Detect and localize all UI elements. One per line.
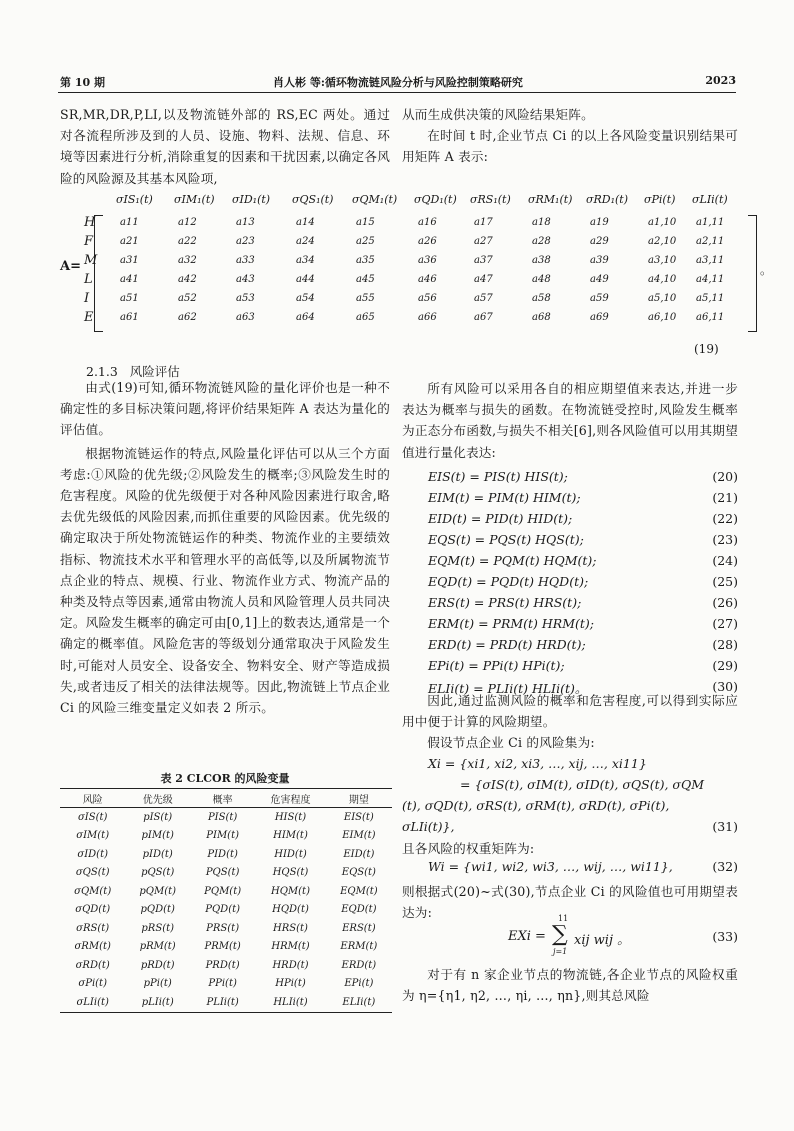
matrix-col-header: σRS₁(t) xyxy=(470,193,511,206)
right-intro-line: 从而生成供决策的风险结果矩阵。 xyxy=(402,107,594,122)
matrix-cell: a19 xyxy=(590,217,609,228)
table-row xyxy=(60,827,392,846)
matrix-cell: a56 xyxy=(418,293,437,304)
equation-expr: EQM(t) = PQM(t) HQM(t); xyxy=(428,553,597,568)
table-cell: pIM(t) xyxy=(141,830,174,842)
table-cell: ELIi(t) xyxy=(326,993,392,1012)
table-cell: pPi(t) xyxy=(143,978,172,990)
table-cell: PRD(t) xyxy=(205,959,240,971)
equation-expr: EIS(t) = PIS(t) HIS(t); xyxy=(428,469,568,484)
table-cell: EIS(t) xyxy=(343,811,374,823)
matrix-col-header: σQM₁(t) xyxy=(352,193,398,206)
table-cell: σIS(t) xyxy=(77,811,108,823)
table-cell: ERS(t) xyxy=(342,922,376,934)
issue-label: 第 10 期 xyxy=(60,76,105,89)
right-para-3: 假设节点企业 Ci 的风险集为: xyxy=(427,735,595,751)
matrix-left-bracket xyxy=(94,215,103,332)
equation-expr: EID(t) = PID(t) HID(t); xyxy=(428,511,573,526)
table-cell: pID(t) xyxy=(142,848,173,860)
matrix-cell: a22 xyxy=(178,236,197,247)
equation-number: (28) xyxy=(712,637,738,652)
table-header-row xyxy=(60,789,392,808)
table-header-cell: 概率 xyxy=(190,789,255,808)
matrix-cell: a52 xyxy=(178,293,197,304)
equation-number: (22) xyxy=(712,511,738,526)
matrix-cell: a69 xyxy=(590,312,609,323)
table-cell: σRS(t) xyxy=(76,922,110,934)
table-cell: HRD(t) xyxy=(272,959,309,971)
right-intro-para: 在时间 t 时,企业节点 Ci 的以上各风险变量识别结果可用矩阵 A 表示: xyxy=(402,128,738,165)
equation-number: (21) xyxy=(712,490,738,505)
matrix-cell: a42 xyxy=(178,274,197,285)
matrix-row-label: I xyxy=(84,291,90,306)
matrix-cell: a32 xyxy=(178,255,197,266)
right-para-1-block xyxy=(402,378,738,463)
table-cell: HQD(t) xyxy=(272,904,309,916)
risk-variable-table xyxy=(60,788,392,1013)
matrix-cell: a29 xyxy=(590,236,609,247)
table-cell: pIS(t) xyxy=(143,811,173,823)
matrix-cell: a58 xyxy=(532,293,551,304)
table-caption: 表 2 CLCOR 的风险变量 xyxy=(160,772,290,785)
equation-expr: EQD(t) = PQD(t) HQD(t); xyxy=(428,574,589,589)
table-cell: σIM(t) xyxy=(76,830,110,842)
matrix-col-header: σRM₁(t) xyxy=(528,193,573,206)
matrix-col-header: σPi(t) xyxy=(644,193,676,206)
right-para-1: 所有风险可以采用各自的相应期望值来表达,并进一步表达为概率与损失的函数。在物流链受控时,风险发生概率为正态分布函数,与损失不相关[6],则各风险值可以用其期望值进行量化表达: xyxy=(402,381,738,460)
risk-matrix xyxy=(60,193,773,355)
eq31-line2: = {σIS(t), σIM(t), σID(t), σQS(t), σQM xyxy=(460,777,705,792)
equation-number: (26) xyxy=(712,595,738,610)
matrix-cell: a27 xyxy=(474,236,493,247)
matrix-cell: a46 xyxy=(418,274,437,285)
matrix-cell: a31 xyxy=(120,255,139,266)
table-row xyxy=(60,956,392,975)
matrix-col-header: σIS₁(t) xyxy=(116,193,153,206)
matrix-cell: a62 xyxy=(178,312,197,323)
table-row xyxy=(60,975,392,994)
matrix-cell: a5,10 xyxy=(648,293,677,304)
table-cell: σQS(t) xyxy=(75,867,110,879)
table-cell: PID(t) xyxy=(207,848,238,860)
table-cell: EQS(t) xyxy=(341,867,376,879)
right-para-2: 因此,通过监测风险的概率和危害程度,可以得到实际应用中便于计算的风险期望。 xyxy=(402,693,738,730)
table-row xyxy=(60,808,392,827)
matrix-cell: a1,11 xyxy=(696,217,725,228)
equation-number: (20) xyxy=(712,469,738,484)
right-para-4: 且各风险的权重矩阵为: xyxy=(402,841,535,856)
matrix-cell: a1,10 xyxy=(648,217,677,228)
table-cell: pLIi(t) xyxy=(125,993,190,1012)
table-cell: PRS(t) xyxy=(206,922,240,934)
matrix-cell: a59 xyxy=(590,293,609,304)
matrix-cell: a16 xyxy=(418,217,437,228)
table-row xyxy=(60,993,392,1012)
right-para-6: 对于有 n 家企业节点的物流链,各企业节点的风险权重为 η={η1, η2, …, ηi, …, ηn},则其总风险 xyxy=(402,967,738,1004)
table-row xyxy=(60,882,392,901)
matrix-cell: a17 xyxy=(474,217,493,228)
matrix-cell: a43 xyxy=(236,274,255,285)
matrix-cell: a37 xyxy=(474,255,493,266)
equation-expr: ERM(t) = PRM(t) HRM(t); xyxy=(428,616,595,631)
matrix-cell: a18 xyxy=(532,217,551,228)
equation-expr: ERS(t) = PRS(t) HRS(t); xyxy=(428,595,582,610)
equation-expr: ERD(t) = PRD(t) HRD(t); xyxy=(428,637,586,652)
right-para-6-block xyxy=(402,964,738,1006)
matrix-cell: a55 xyxy=(356,293,375,304)
eq31-line4: σLIi(t)}, xyxy=(402,819,455,834)
matrix-cell: a12 xyxy=(178,217,197,228)
section-number: 2.1.3 xyxy=(86,364,118,379)
table-cell: PIS(t) xyxy=(207,811,238,823)
table-cell: EPi(t) xyxy=(344,978,374,990)
table-cell: σRD(t) xyxy=(75,959,110,971)
matrix-cell: a39 xyxy=(590,255,609,266)
matrix-cell: a57 xyxy=(474,293,493,304)
equation-number: (25) xyxy=(712,574,738,589)
table-row xyxy=(60,901,392,920)
matrix-cell: a45 xyxy=(356,274,375,285)
table-cell: σRM(t) xyxy=(74,941,111,953)
matrix-cell: a2,10 xyxy=(648,236,677,247)
table-cell: σQD(t) xyxy=(75,904,111,916)
table-cell: σID(t) xyxy=(77,848,108,860)
eq31-line1: Xi = {xi1, xi2, xi3, …, xij, …, xi11} xyxy=(428,756,647,771)
matrix-cell: a49 xyxy=(590,274,609,285)
matrix-row-label: M xyxy=(84,253,98,268)
table-cell: HIS(t) xyxy=(274,811,307,823)
matrix-right-bracket xyxy=(748,215,757,332)
matrix-col-header: σID₁(t) xyxy=(232,193,271,206)
matrix-cell: a6,11 xyxy=(696,312,725,323)
matrix-cell: a34 xyxy=(296,255,315,266)
table-cell: σPi(t) xyxy=(78,978,107,990)
table-cell: EID(t) xyxy=(343,848,375,860)
table-cell: HRS(t) xyxy=(273,922,308,934)
table-row xyxy=(60,919,392,938)
table-cell: EQM(t) xyxy=(340,885,378,897)
matrix-cell: a2,11 xyxy=(696,236,725,247)
table-cell: HID(t) xyxy=(274,848,307,860)
table-cell: PPi(t) xyxy=(208,978,237,990)
matrix-trailing: 。 xyxy=(760,263,773,277)
equation-expr: EPi(t) = PPi(t) HPi(t); xyxy=(428,658,565,673)
table-body xyxy=(60,808,392,1013)
table-cell: pRM(t) xyxy=(139,941,176,953)
matrix-row-label: H xyxy=(84,215,96,230)
table-header-cell: 期望 xyxy=(326,789,392,808)
matrix-cell: a66 xyxy=(418,312,437,323)
matrix-cell: a41 xyxy=(120,274,139,285)
matrix-cell: a33 xyxy=(236,255,255,266)
table-cell: ERM(t) xyxy=(340,941,378,953)
matrix-col-header: σIM₁(t) xyxy=(174,193,215,206)
right-intro xyxy=(402,104,738,168)
matrix-cell: a35 xyxy=(356,255,375,266)
table-cell: σQM(t) xyxy=(74,885,112,897)
table-cell: PQS(t) xyxy=(205,867,240,879)
table-cell: ERD(t) xyxy=(341,959,377,971)
table-row xyxy=(60,845,392,864)
running-header xyxy=(60,74,736,92)
article-title: 肖人彬 等:循环物流链风险分析与风险控制策略研究 xyxy=(273,76,523,89)
matrix-cell: a26 xyxy=(418,236,437,247)
table-cell: pQD(t) xyxy=(140,904,175,916)
matrix-cell: a3,11 xyxy=(696,255,725,266)
equation-expr: ELIi(t) = PLIi(t) HLIi(t)。 xyxy=(428,681,588,696)
matrix-cell: a13 xyxy=(236,217,255,228)
page-number: 2023 xyxy=(705,74,736,87)
matrix-cell: a23 xyxy=(236,236,255,247)
table-cell: HQS(t) xyxy=(272,867,309,879)
table-cell: pRD(t) xyxy=(140,959,175,971)
matrix-cell: a4,10 xyxy=(648,274,677,285)
eq33-lhs: EXi = xyxy=(508,929,546,944)
table-cell: PLIi(t) xyxy=(190,993,255,1012)
table-cell: PQM(t) xyxy=(204,885,242,897)
matrix-cell: a48 xyxy=(532,274,551,285)
equation-expr: EQS(t) = PQS(t) HQS(t); xyxy=(428,532,584,547)
matrix-cell: a61 xyxy=(120,312,139,323)
eq33-lower: j=1 xyxy=(553,947,568,956)
matrix-row-label: F xyxy=(84,234,94,249)
section-title: 风险评估 xyxy=(129,364,180,379)
matrix-equation-number: (19) xyxy=(694,342,719,356)
matrix-col-header: σQS₁(t) xyxy=(292,193,334,206)
equation-number: (24) xyxy=(712,553,738,568)
right-para-2-block xyxy=(402,690,738,754)
matrix-cell: a25 xyxy=(356,236,375,247)
matrix-cell: a15 xyxy=(356,217,375,228)
table-cell: HPi(t) xyxy=(275,978,306,990)
eq33-number: (33) xyxy=(712,929,738,944)
matrix-cell: a68 xyxy=(532,312,551,323)
table-row xyxy=(60,938,392,957)
table-cell: HRM(t) xyxy=(271,941,310,953)
matrix-cell: a67 xyxy=(474,312,493,323)
matrix-cell: a3,10 xyxy=(648,255,677,266)
left-intro-text: SR,MR,DR,P,LI,以及物流链外部的 RS,EC 两处。通过对各流程所涉及到的人员、设施、物料、法规、信息、环境等因素进行分析,消除重复的因素和干扰因素,以确定各风险的风险源及其基本风险项, xyxy=(60,107,390,186)
table-cell: PRM(t) xyxy=(204,941,241,953)
eq31-line3: (t), σQD(t), σRS(t), σRM(t), σRD(t), σPi(t), xyxy=(402,798,670,813)
table-header-cell: 危害程度 xyxy=(255,789,326,808)
matrix-cell: a5,11 xyxy=(696,293,725,304)
equation-number: (29) xyxy=(712,658,738,673)
table-cell: HIM(t) xyxy=(273,830,308,842)
matrix-cell: a65 xyxy=(356,312,375,323)
left-para-1: 由式(19)可知,循环物流链风险的量化评价也是一种不确定性的多目标决策问题,将评价结果矩阵 A 表达为量化的评估值。 xyxy=(60,380,390,438)
header-divider xyxy=(58,92,736,93)
matrix-cell: a11 xyxy=(120,217,139,228)
table-cell: pQS(t) xyxy=(141,867,175,879)
table-cell: EQD(t) xyxy=(341,904,377,916)
matrix-cell: a14 xyxy=(296,217,315,228)
matrix-cell: a6,10 xyxy=(648,312,677,323)
table-cell: HLIi(t) xyxy=(255,993,326,1012)
matrix-cell: a24 xyxy=(296,236,315,247)
equation-number: (27) xyxy=(712,616,738,631)
left-body xyxy=(60,377,390,718)
equation-number: (23) xyxy=(712,532,738,547)
table-row xyxy=(60,864,392,883)
matrix-col-header: σQD₁(t) xyxy=(414,193,457,206)
matrix-row-label: E xyxy=(84,310,94,325)
matrix-cell: a4,11 xyxy=(696,274,725,285)
matrix-cell: a47 xyxy=(474,274,493,285)
table-header-cell: 风险 xyxy=(60,789,125,808)
eq31-number: (31) xyxy=(712,819,738,834)
left-para-2: 根据物流链运作的特点,风险量化评估可以从三个方面考虑:①风险的优先级;②风险发生的概率;③风险发生时的危害程度。风险的优先级便于对各种风险因素进行取舍,略去优先级低的风险因素,而抓住重要的风险因素。优先级的确定取决于所处物流链运作的种类、物流作业的主要绩效指标、物流技术水平和管理水平的高低等,以及所属物流节点企业的特点、规模、行业、物流作业方式、物流产品的种类及特点等因素,通常由物流人员和风险管理人员共同决定。风险发生概率的确定可由[0,1]上的数表达,通常是一个确定的概率值。风险危害的等级划分通常取决于风险发生时,可能对人员安全、设备安全、物料安全、财产等造成损失,或者违反了相关的法律法规等。因此,物流链上节点企业 Ci 的风险三维变量定义如表 2 所示。 xyxy=(60,445,390,716)
left-intro xyxy=(60,104,390,189)
matrix-cell: a28 xyxy=(532,236,551,247)
matrix-cell: a36 xyxy=(418,255,437,266)
matrix-cell: a53 xyxy=(236,293,255,304)
table-cell: σLIi(t) xyxy=(60,993,125,1012)
sigma-icon: ∑ xyxy=(552,922,568,947)
matrix-cell: a51 xyxy=(120,293,139,304)
table-cell: HQM(t) xyxy=(271,885,310,897)
eq33-upper: 11 xyxy=(558,914,569,923)
matrix-col-header: σRD₁(t) xyxy=(586,193,629,206)
table-cell: PQD(t) xyxy=(205,904,241,916)
eq32-expr: Wi = {wi1, wi2, wi3, …, wij, …, wi11}, xyxy=(428,859,673,874)
right-para-4-block xyxy=(402,838,738,859)
matrix-col-header: σLIi(t) xyxy=(692,193,728,206)
table-cell: EIM(t) xyxy=(342,830,376,842)
right-para-5-block xyxy=(402,860,738,923)
matrix-row-label: L xyxy=(84,272,93,287)
matrix-cell: a54 xyxy=(296,293,315,304)
right-para-5: 则根据式(20)~式(30),节点企业 Ci 的风险值也可用期望表达为: xyxy=(402,884,738,921)
eq33-rhs: xij wij 。 xyxy=(574,933,631,948)
matrix-cell: a64 xyxy=(296,312,315,323)
table-cell: PIM(t) xyxy=(206,830,240,842)
matrix-cell: a44 xyxy=(296,274,315,285)
matrix-cell: a21 xyxy=(120,236,139,247)
matrix-cell: a38 xyxy=(532,255,551,266)
matrix-cell: a63 xyxy=(236,312,255,323)
equation-expr: EIM(t) = PIM(t) HIM(t); xyxy=(428,490,581,505)
equation-number: (30) xyxy=(712,679,738,694)
table-cell: pQM(t) xyxy=(139,885,177,897)
eq32-number: (32) xyxy=(712,859,738,874)
table-cell: pRS(t) xyxy=(141,922,175,934)
table-header-cell: 优先级 xyxy=(125,789,190,808)
matrix-name: A= xyxy=(60,259,81,274)
